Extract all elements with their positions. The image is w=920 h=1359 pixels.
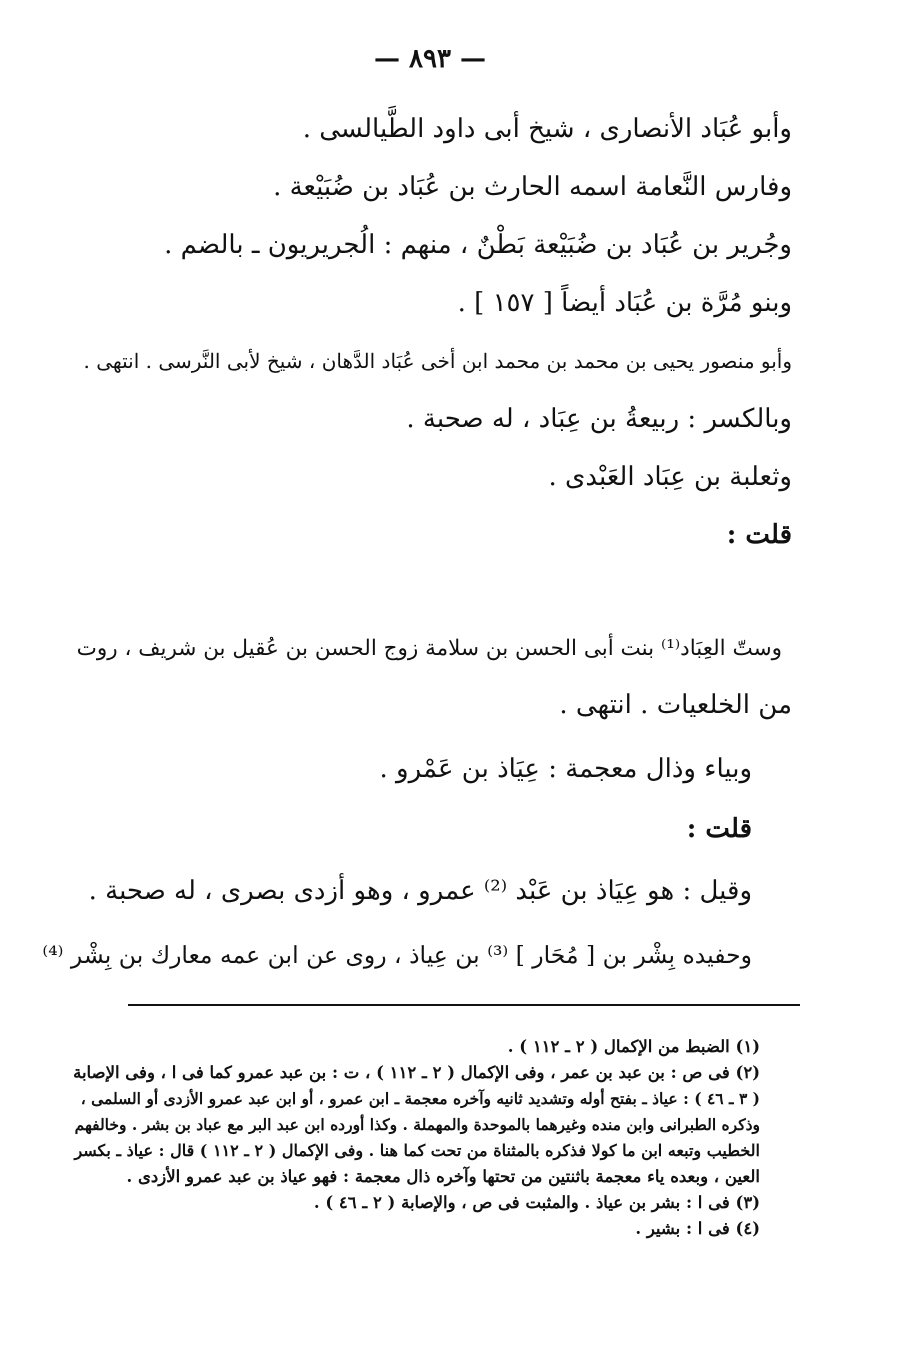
page-number: — ٨٩٣ — xyxy=(373,44,487,74)
qil-line: وقيل : هو عِيَاذ بن عَبْد ⁽²⁾ عمرو ، وهو أزدى بصرى ، له صحبة . xyxy=(88,876,752,906)
footnote-1: (١) الضبط من الإكمال ( ٢ ـ ١١٢ ) . xyxy=(507,1037,760,1056)
text-line-1: وأبو عُبَاد الأنصارى ، شيخ أبى داود الطَّيالسى . xyxy=(302,114,792,144)
text-line-6: وبالكسر : ربيعةُ بن عِبَاد ، له صحبة . xyxy=(406,404,792,434)
qalat-heading-2: قلت : xyxy=(686,814,752,844)
text-line-3: وجُرير بن عُبَاد بن ضُبَيْعة بَطْنٌ ، منهم : الُجريريون ـ بالضم . xyxy=(164,230,792,260)
text-line-7: وثعلبة بن عِبَاد العَبْدى . xyxy=(548,462,792,492)
footnote-2-cont-3: الخطيب وتبعه ابن ما كولا فذكره بالمثناة من تحت كما هنا . وفى الإكمال ( ٢ ـ ١١٢ ) قال : عياذ ـ بكسر xyxy=(74,1141,760,1160)
sitt-line-2: من الخلعيات . انتهى . xyxy=(559,690,792,720)
qalat-heading-1: قلت : xyxy=(726,520,792,550)
hafid-line: وحفيده بِشْر بن [ مُحَار ] ⁽³⁾ بن عِياذ ، روى عن ابن عمه معارك بن بِشْر ⁽⁴⁾ xyxy=(42,941,752,969)
sitt-line-1: وستّ العِبَاد⁽¹⁾ بنت أبى الحسن بن سلامة زوج الحسن بن عُقيل بن شريف ، روت xyxy=(76,636,782,661)
ayyaz-line: وبياء وذال معجمة : عِيَاذ بن عَمْرو . xyxy=(379,754,752,784)
footnote-2-cont-1: ( ٣ ـ ٤٦ ) : عياذ ـ بفتح أوله وتشديد ثانيه وآخره معجمة ـ ابن عمرو ، أو ابن عبد عمرو الأزدى أو السلمى ، xyxy=(80,1089,760,1108)
main-text xyxy=(80,114,792,550)
footnote-2-cont-4: العين ، وبعده ياء معجمة باثنتين من تحتها وآخره ذال معجمة : فهو عياذ بن عبد عمرو الأزدى . xyxy=(126,1167,760,1186)
footnote-4: (٤) فى ا : بشير . xyxy=(635,1219,760,1238)
text-line-2: وفارس النَّعامة اسمه الحارث بن عُبَاد بن ضُبَيْعة . xyxy=(273,172,792,202)
footnote-divider xyxy=(128,1004,800,1006)
footnotes xyxy=(70,1034,760,1242)
text-line-5: وأبو منصور يحيى بن محمد بن محمد ابن أخى عُبَاد الدَّهان ، شيخ لأبى النَّرسى . انتهى . xyxy=(83,349,792,373)
text-line-4: وبنو مُرَّة بن عُبَاد أيضاً [ ١٥٧ ] . xyxy=(457,288,792,318)
footnote-2-cont-2: وذكره الطبرانى وابن منده وغيرهما بالموحدة والمهملة . وكذا أورده ابن عبد البر مع عباد بن بشر . وخالفهم xyxy=(74,1115,760,1134)
footnote-3: (٣) فى ا : بشر بن عياذ . والمثبت فى ص ، والإصابة ( ٢ ـ ٤٦ ) . xyxy=(313,1193,760,1212)
footnote-2: (٢) فى ص : بن عبد بن عمر ، وفى الإكمال ( ٢ ـ ١١٢ ) ، ت : بن عبد عمرو كما فى ا ، وفى الإصابة xyxy=(73,1063,760,1082)
